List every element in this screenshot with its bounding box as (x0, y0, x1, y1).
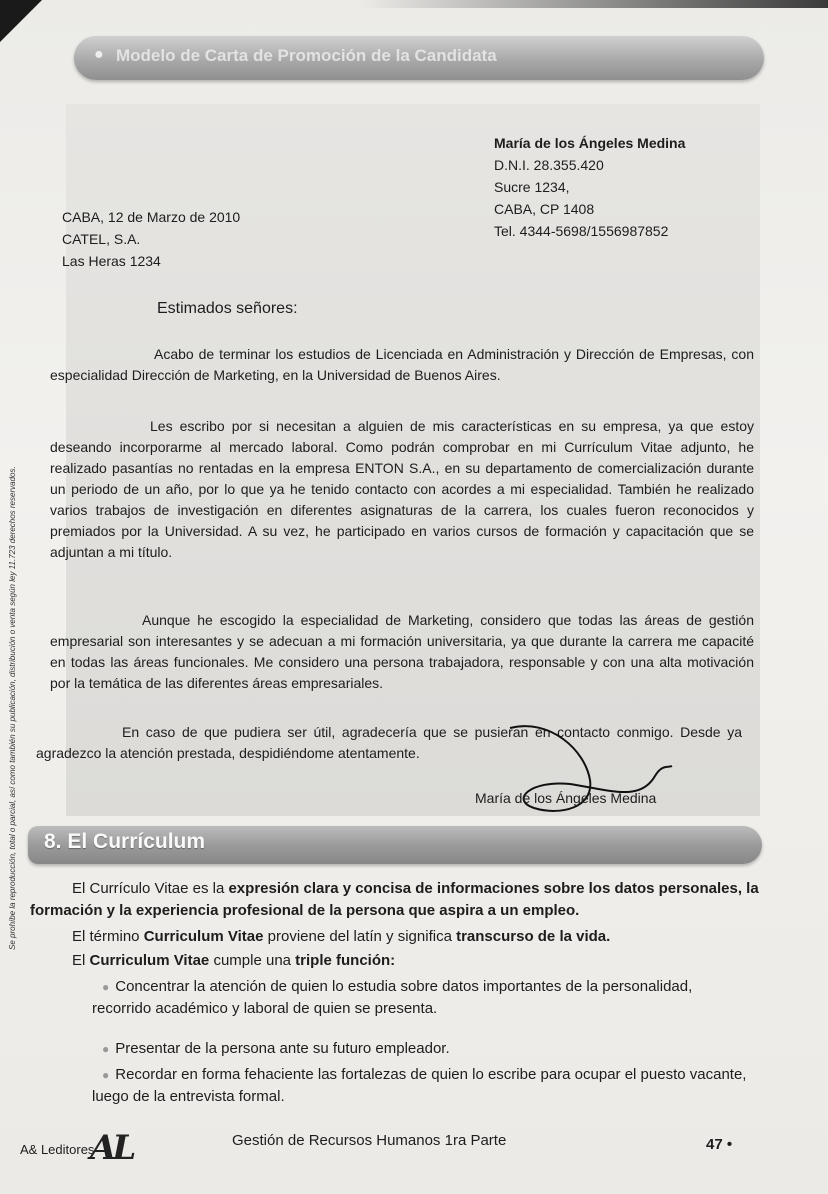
sender-block (494, 132, 685, 242)
top-edge-shadow (360, 0, 828, 8)
letter-signature-name: María de los Ángeles Medina (475, 790, 657, 806)
functions-bold: Curriculum Vitae (89, 952, 210, 969)
term-bold: Curriculum Vitae (143, 928, 264, 945)
sender-city: CABA, CP 1408 (494, 201, 595, 217)
function-list-item-1 (92, 976, 754, 1020)
sender-id: D.N.I. 28.355.420 (494, 157, 604, 173)
function-list-item-3 (92, 1064, 754, 1108)
functions-lead: El (72, 952, 90, 969)
addressee-block (62, 206, 240, 272)
definition-bold: expresión clara y concisa de informaciones sobre los datos personales, la formación y la experiencia profesional de la persona que aspira a un empleo. (30, 880, 759, 919)
banner-bullet-icon: ● (94, 46, 104, 63)
letter-paragraph-3: Aunque he escogido la especialidad de Marketing, considero que todas las áreas de gestión empresarial son interesantes y se adecuan a mi formación universitaria, ya que durante la carrera me capacité en todas las áreas funcionales. Me considero una persona trabajadora, responsable y con una alta motivación por la temática de las diferentes áreas empresariales. (50, 612, 754, 691)
letter-paragraph-4: En caso de que pudiera ser útil, agradecería que se pusieran en contacto conmigo. Desde ya agradezco la atención prestada, despidiéndome atentamente. (36, 724, 742, 761)
function-text-2: Presentar de la persona ante su futuro empleador. (115, 1040, 450, 1057)
publisher-logo: AL (90, 1128, 133, 1168)
page-number: 47 • (706, 1136, 733, 1153)
addressee-company: CATEL, S.A. (62, 231, 141, 247)
section-paragraph-term (72, 926, 802, 948)
copyright-side-note: Se prohíbe la reproducción, total o parcial, así como también su publicación, distribución o venta según ley 11.723 derechos reservados. (8, 466, 17, 950)
section-title: 8. El Currículum (44, 830, 206, 853)
function-text-1: Concentrar la atención de quien lo estudia sobre datos importantes de la personalidad, recorrido académico y laboral de quien se presenta. (92, 978, 693, 1017)
sender-name: María de los Ángeles Medina (494, 135, 686, 151)
letter-paragraph-1: Acabo de terminar los estudios de Licenciada en Administración y Dirección de Empresas, con especialidad Dirección de Marketing, en la Universidad de Buenos Aires. (50, 346, 754, 383)
bullet-icon: ● (102, 1068, 110, 1082)
function-text-3: Recordar en forma fehaciente las fortalezas de quien lo escribe para ocupar el puesto vacante, luego de la entrevista formal. (92, 1066, 747, 1105)
sender-phone: Tel. 4344-5698/1556987852 (494, 223, 669, 239)
section-paragraph-functions (72, 950, 802, 972)
term-middle: proviene del latín y significa (263, 928, 457, 945)
bullet-icon: ● (102, 1042, 110, 1056)
function-list-item-2 (102, 1038, 754, 1060)
section-paragraph-definition (30, 878, 760, 922)
footer-publisher: A& Leditores (20, 1142, 95, 1157)
term-lead: El término (72, 928, 144, 945)
header-banner-title: Modelo de Carta de Promoción de la Candidata (116, 46, 497, 65)
term-meaning: transcurso de la vida. (456, 928, 611, 945)
footer-book-title: Gestión de Recursos Humanos 1ra Parte (232, 1132, 507, 1149)
letter-paragraph-2: Les escribo por si necesitan a alguien de mis características en su empresa, ya que estoy deseando incorporarme al mercado laboral. Como podrán comprobar en mi Currículum Vitae adjunto, he realizado pasantías no rentadas en la empresa ENTON S.A., en su departamento de comercialización durante un periodo de un año, por lo que ya he tenido contacto con acordes a mi especialidad. También he realizado varios trabajos de investigación en diferentes asignaturas de la carrera, los cuales fueron reconocidos y premiados por la Universidad. A su vez, he participado en varios cursos de formación y capacitación que se adjuntan a mi título. (50, 418, 754, 560)
addressee-street: Las Heras 1234 (62, 253, 161, 269)
sender-street: Sucre 1234, (494, 179, 570, 195)
functions-middle: cumple una (209, 952, 296, 969)
page-corner-shadow (0, 0, 42, 42)
bullet-icon: ● (102, 980, 110, 994)
functions-title: triple función: (295, 952, 396, 969)
letter-salutation: Estimados señores: (157, 300, 298, 317)
definition-lead: El Currículo Vitae es la (72, 880, 229, 897)
letter-date: CABA, 12 de Marzo de 2010 (62, 209, 241, 225)
